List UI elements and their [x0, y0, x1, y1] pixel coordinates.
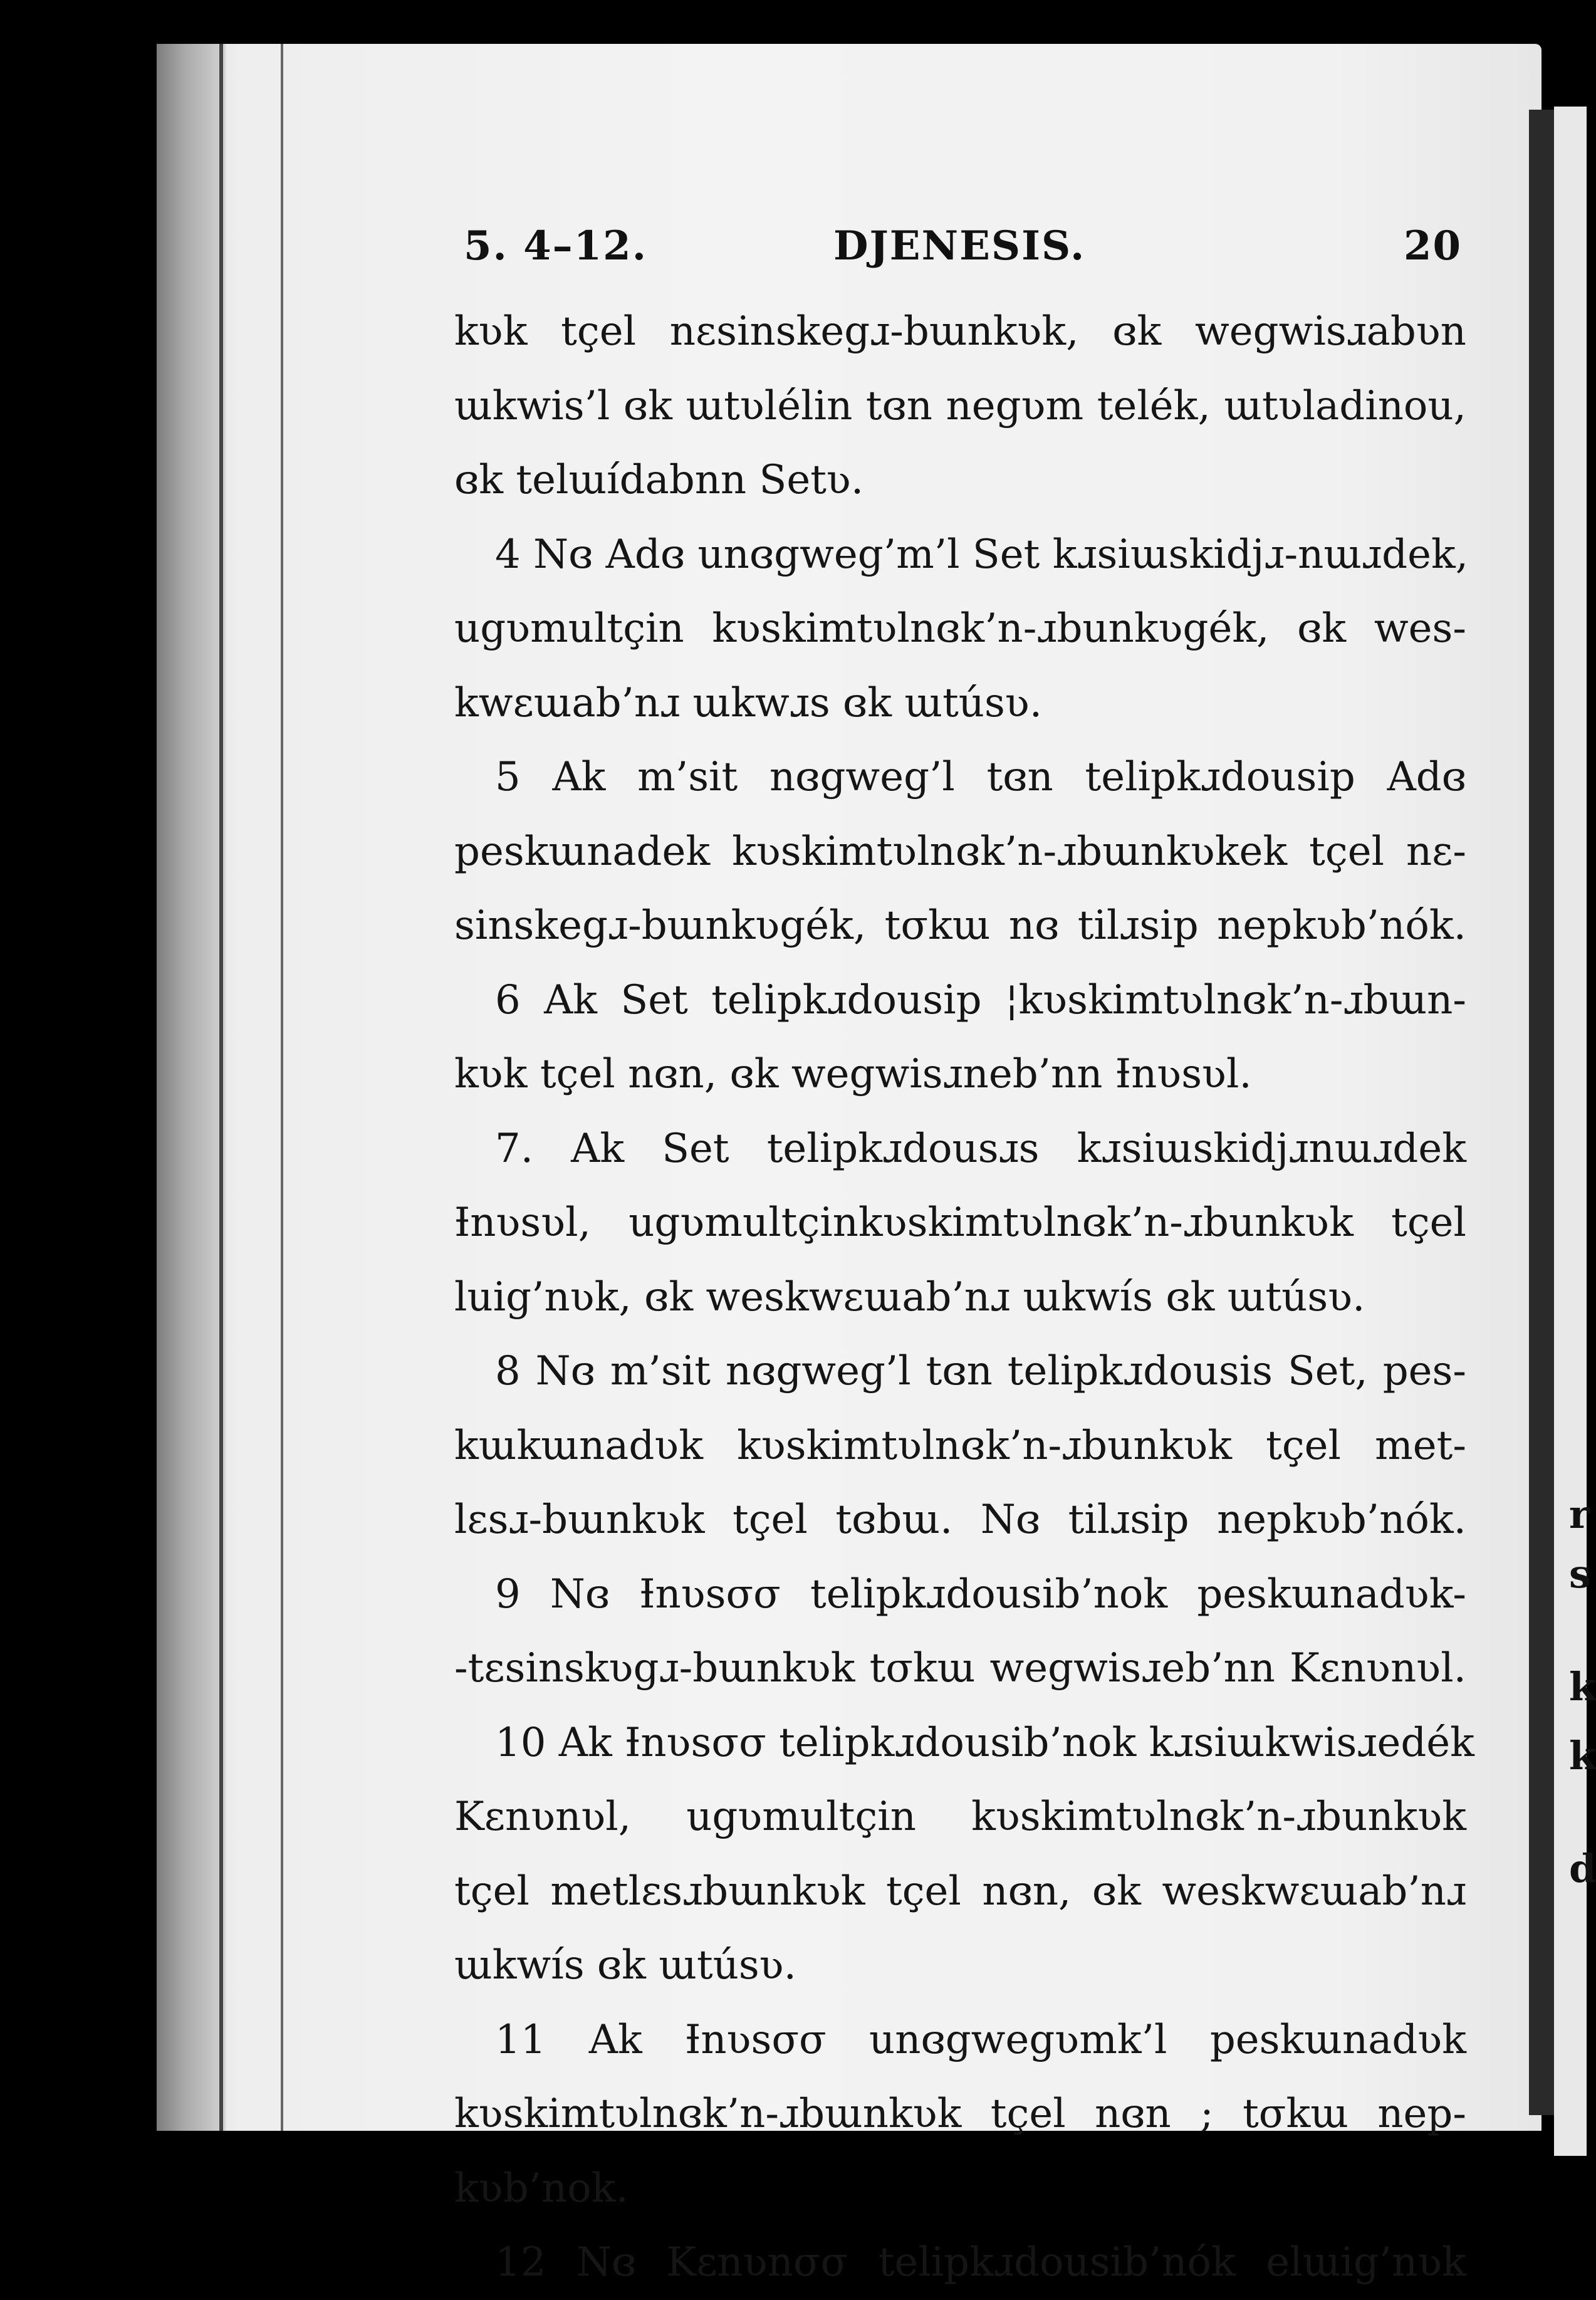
text-line: kʋskimtʋlnɞk’n-ɹbɯnkʋk tçel nɞn ; tσkɯ nep- [454, 2091, 1466, 2137]
verse-text [454, 295, 1474, 2300]
text-line: -tεsinskʋgɹ-bɯnkʋk tσkɯ wegwisɹeb’nn Kεnʋnʋl. [454, 1645, 1466, 1691]
text-line: ɞk telɯídabnn Setʋ. [454, 457, 864, 503]
adjacent-page-fragment: d [1569, 1846, 1596, 1891]
page-number: 20 [1404, 222, 1463, 269]
text-line: luig’nʋk, ɞk weskwεɯab’nɹ ɯkwís ɞk ɯtúsʋ. [454, 1273, 1365, 1320]
binding-shadow [157, 44, 226, 2131]
text-line: ugʋmultçin kʋskimtʋlnɞk’n-ɹbunkʋgék, ɞk wes- [454, 605, 1466, 652]
text-line: kʋb’nok. [454, 2165, 628, 2212]
verse-line: 6 Ak Set telipkɹdousip ¦kʋskimtʋlnɞk’n-ɹbɯn- [495, 976, 1466, 1023]
adjacent-page-fragment: k [1569, 1664, 1596, 1710]
text-line: kʋk tçel nεsinskegɹ-bɯnkʋk, ɞk wegwisɹabʋn [454, 308, 1466, 355]
text-line: Kεnʋnʋl, ugʋmultçin kʋskimtʋlnɞk’n-ɹbunkʋk [454, 1794, 1466, 1840]
text-line: kwεɯab’nɹ ɯkwɹs ɞk ɯtúsʋ. [454, 679, 1043, 726]
verse-line: 12 Nɞ Kεnʋnσσ telipkɹdousib’nók elɯig’nʋk [495, 2239, 1466, 2286]
binding-rule [219, 44, 223, 2131]
verse-line: 7. Ak Set telipkɹdousɹs kɹsiɯskidjɹnɯɹdek [495, 1125, 1466, 1172]
verse-line: 4 Nɞ Adɞ unɞgweg’m’l Set kɹsiɯskidjɹ-nɯɹdek, [495, 531, 1469, 578]
text-line: sinskegɹ-bɯnkʋgék, tσkɯ nɞ tilɹsip nepkʋb’nók. [454, 902, 1466, 949]
text-line: lɛsɹ-bɯnkʋk tçel tɞbɯ. Nɞ tilɹsip nepkʋb’nók. [454, 1497, 1466, 1543]
text-line: kɯkɯnadʋk kʋskimtʋlnɞk’n-ɹbunkʋk tçel met- [454, 1422, 1466, 1469]
adjacent-page-fragment: k [1569, 1733, 1596, 1779]
verse-line: 8 Nɞ m’sit nɞgweg’l tɞn telipkɹdousis Set, pes- [495, 1348, 1466, 1394]
adjacent-page-fragment: r [1569, 1492, 1590, 1537]
verse-line: 5 Ak m’sit nɞgweg’l tɞn telipkɹdousip Adɞ [495, 754, 1466, 800]
verse-line: 9 Nɞ Ɨnʋsσσ telipkɹdousib’nok peskɯnadʋk- [495, 1571, 1466, 1618]
text-line: ɯkwis’l ɞk ɯtʋlélin tɞn negʋm telék, ɯtʋladinou, [454, 382, 1466, 429]
binding-rule [281, 44, 283, 2131]
book-title: DJENESIS. [833, 222, 1086, 269]
text-line: kʋk tçel nɞn, ɞk wegwisɹneb’nn Ɨnʋsʋl. [454, 1051, 1252, 1097]
text-line: tçel metlɛsɹbɯnkʋk tçel nɞn, ɞk weskwεɯab’nɹ [454, 1868, 1466, 1915]
text-line: peskɯnadek kʋskimtʋlnɞk’n-ɹbɯnkʋkek tçel nε- [454, 828, 1466, 875]
page-edge-shadow [1529, 110, 1554, 2115]
verse-line: 10 Ak Ɨnʋsσσ telipkɹdousib’nok kɹsiɯkwisɹedék [495, 1719, 1474, 1766]
text-line: ɯkwís ɞk ɯtúsʋ. [454, 1942, 796, 1989]
adjacent-page-fragment: s [1569, 1551, 1591, 1597]
text-line: Ɨnʋsʋl, ugʋmultçinkʋskimtʋlnɞk’n-ɹbunkʋk tçel [454, 1200, 1466, 1246]
chapter-range: 5. 4–12. [464, 222, 647, 269]
verse-line: 11 Ak Ɨnʋsσσ unɞgwegʋmk’l peskɯnadʋk [495, 2016, 1466, 2063]
